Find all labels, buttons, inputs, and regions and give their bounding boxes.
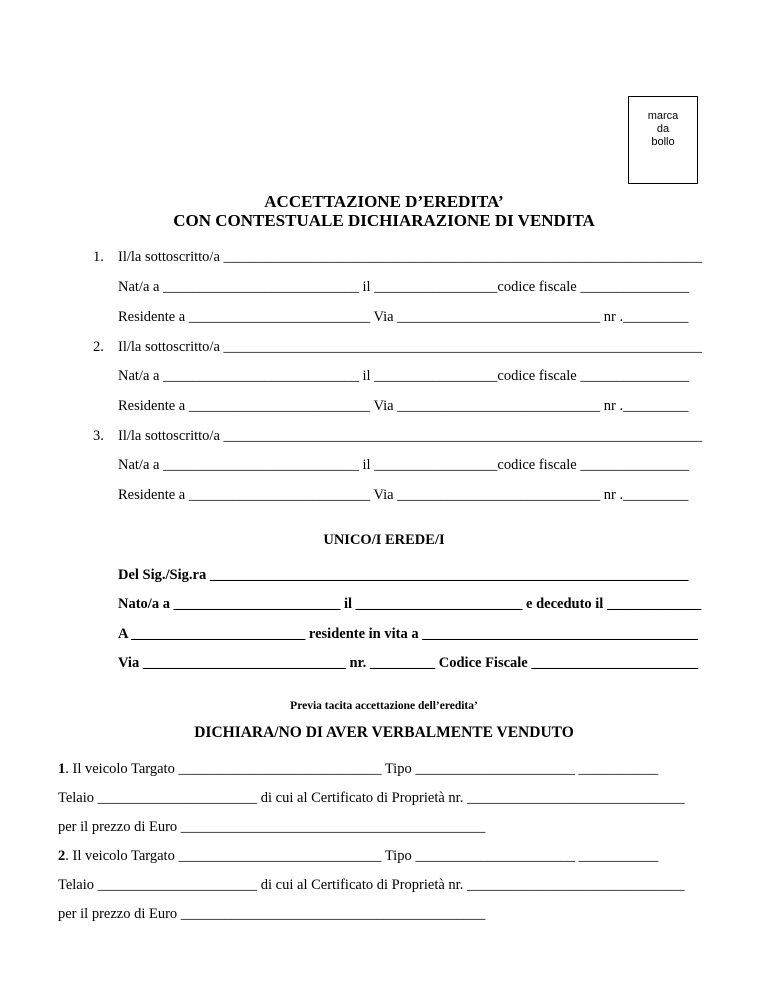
document-subtitle: CON CONTESTUALE DICHIARAZIONE DI VENDITA [173,211,595,230]
stamp-box [628,96,698,184]
person-number: 2. [93,339,104,355]
person-birth-field[interactable]: Nat/a a ___________________________ il _________________codice fiscale _______________ [118,368,690,384]
deceased-address-field[interactable]: Via ____________________________ nr. _________ Codice Fiscale _______________________ [118,655,699,671]
stamp-line-3: bollo [651,136,675,148]
vehicle-number: 2 [58,848,66,864]
person-name-field[interactable]: Il/la sottoscritto/a __________________________________________________________________ [118,249,703,265]
person-name-field[interactable]: Il/la sottoscritto/a __________________________________________________________________ [118,428,703,444]
deceased-dates-field[interactable]: Nato/a a _______________________ il _______________________ e deceduto il _____________ [118,596,702,612]
person-number: 1. [93,249,104,265]
vehicle-chassis-field[interactable]: Telaio ______________________ di cui al Certificato di Proprietà nr. ______________________________ [58,877,685,893]
person-residence-field[interactable]: Residente a _________________________ Via ____________________________ nr ._________ [118,398,689,414]
person-residence-field[interactable]: Residente a _________________________ Via ____________________________ nr ._________ [118,309,689,325]
person-residence-field[interactable]: Residente a _________________________ Via ____________________________ nr ._________ [118,487,689,503]
document-title: ACCETTAZIONE D’EREDITA’ [264,192,504,211]
vehicle-plate-text: . Il veicolo Targato ____________________________ Tipo ______________________ ___________ [65,761,659,777]
person-birth-field[interactable]: Nat/a a ___________________________ il _________________codice fiscale _______________ [118,279,690,295]
stamp-line-2: da [656,123,670,135]
declaration-heading: DICHIARA/NO DI AVER VERBALMENTE VENDUTO [194,724,574,741]
vehicle-plate-field[interactable] [58,760,658,778]
vehicle-price-field[interactable]: per il prezzo di Euro __________________________________________ [58,906,486,922]
vehicle-price-field[interactable]: per il prezzo di Euro __________________________________________ [58,819,486,835]
stamp-line-1: marca [647,110,679,122]
vehicle-plate-text: . Il veicolo Targato ____________________________ Tipo ______________________ ___________ [65,848,659,864]
person-birth-field[interactable]: Nat/a a ___________________________ il _________________codice fiscale _______________ [118,457,690,473]
vehicle-chassis-field[interactable]: Telaio ______________________ di cui al Certificato di Proprietà nr. ______________________________ [58,790,685,806]
vehicle-number: 1 [58,761,66,777]
person-number: 3. [93,428,104,444]
deceased-residence-field[interactable]: A ________________________ residente in vita a ______________________________________ [118,626,698,642]
deceased-name-field[interactable]: Del Sig./Sig.ra __________________________________________________________________ [118,567,689,583]
vehicle-plate-field[interactable] [58,847,658,865]
person-name-field[interactable]: Il/la sottoscritto/a __________________________________________________________________ [118,339,703,355]
acceptance-note: Previa tacita accettazione dell’eredita’ [290,700,478,712]
heirs-heading: UNICO/I EREDE/I [323,532,445,548]
